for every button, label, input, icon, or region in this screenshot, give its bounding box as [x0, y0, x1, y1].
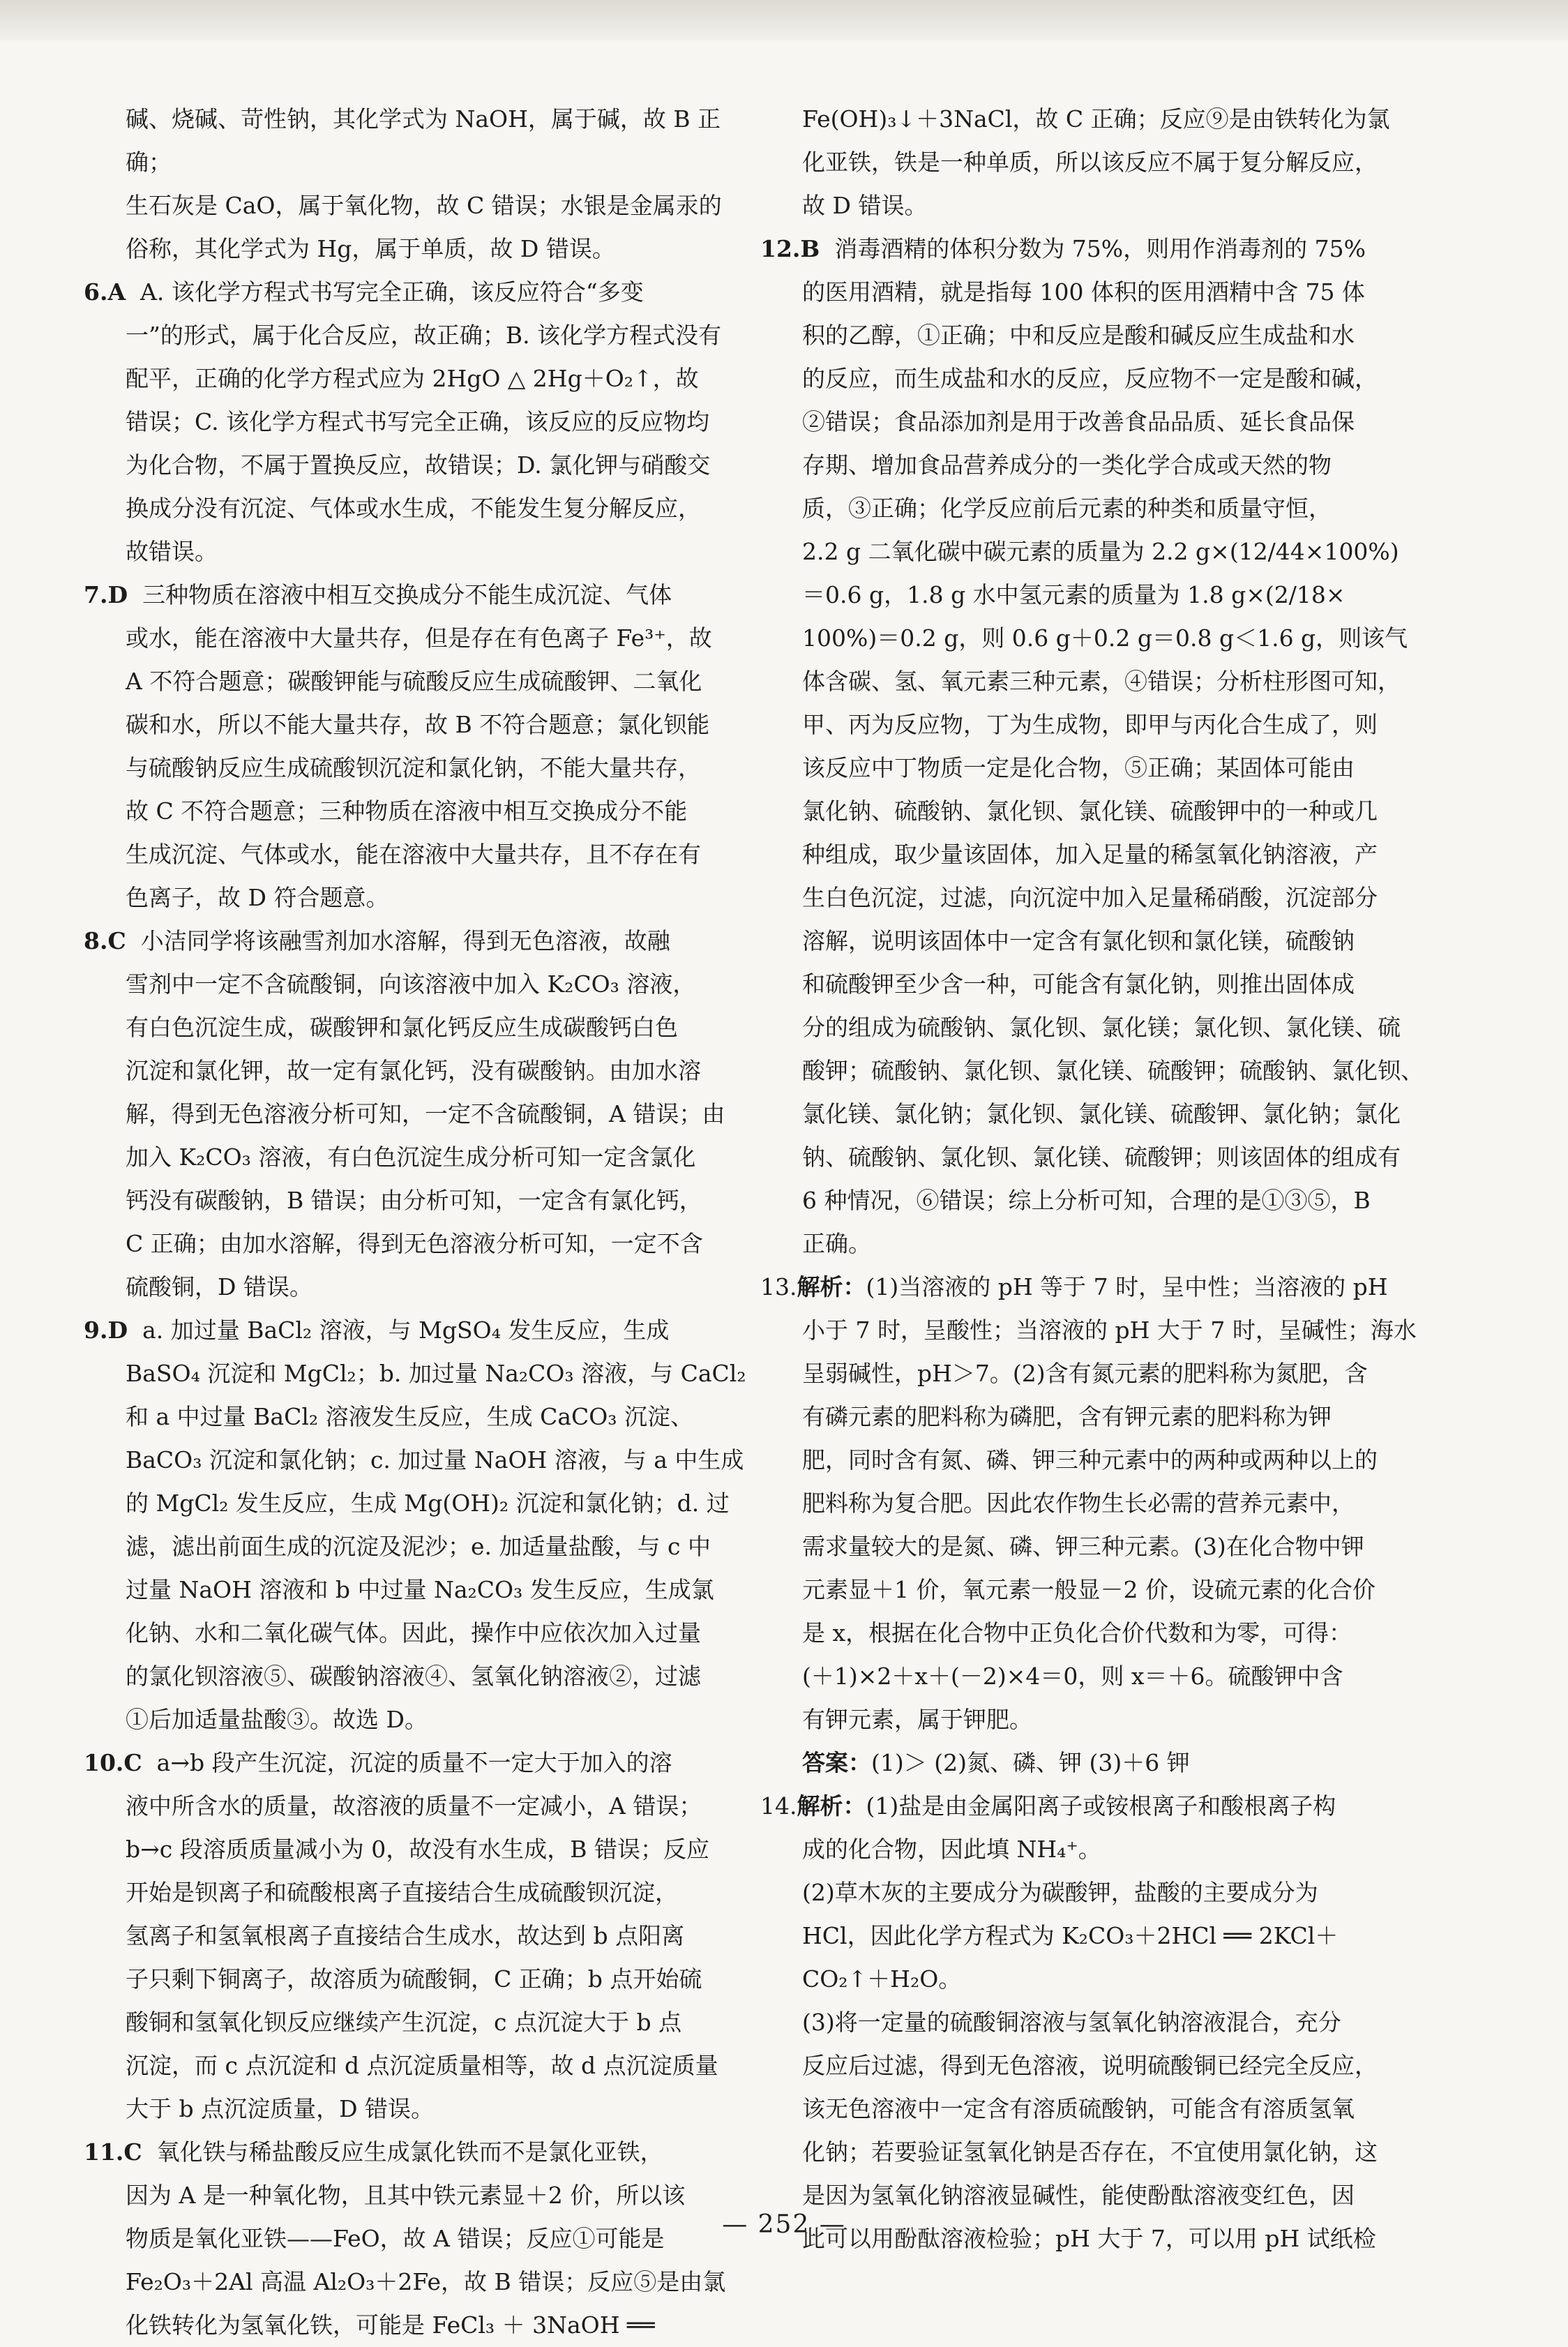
text-line: 消毒酒精的体积分数为 75%，则用作消毒剂的 75% [834, 235, 1366, 262]
answer-choice: B [800, 235, 820, 262]
text-line: 酸钾；硫酸钠、氯化钡、氯化镁、硫酸钾；硫酸钠、氯化钡、 [802, 1057, 1424, 1084]
text-line: A. 该化学方程式书写完全正确，该反应符合“多变 [140, 278, 644, 306]
text-line: 体含碳、氢、氧元素三种元素，④错误；分析柱形图可知， [802, 668, 1401, 695]
text-line: 元素显＋1 价，氧元素一般显－2 价，设硫元素的化合价 [802, 1576, 1375, 1603]
text-line: 小于 7 时，呈酸性；当溶液的 pH 大于 7 时，呈碱性；海水 [802, 1317, 1417, 1344]
q11-continuation [760, 98, 1430, 227]
question-6 [84, 271, 753, 573]
text-line: 物质是氧化亚铁——FeO，故 A 错误；反应①可能是 [126, 2225, 665, 2252]
answer-choice: D [107, 581, 128, 608]
text-line: 有磷元素的肥料称为磷肥，含有钾元素的肥料称为钾 [802, 1403, 1332, 1430]
text-line: 化亚铁，铁是一种单质，所以该反应不属于复分解反应， [802, 149, 1378, 176]
question-9 [84, 1309, 753, 1741]
text-line: 配平，正确的化学方程式应为 2HgO △ 2Hg＋O₂↑，故 [126, 365, 699, 392]
answer-line [802, 1741, 1430, 1785]
text-line: 积的乙醇，①正确；中和反应是酸和碱反应生成盐和水 [802, 322, 1355, 349]
text-line: 的 MgCl₂ 发生反应，生成 Mg(OH)₂ 沉淀和氯化钠；d. 过 [126, 1490, 730, 1517]
text-line: 此可以用酚酞溶液检验；pH 大于 7，可以用 pH 试纸检 [802, 2225, 1376, 2252]
text-line: 氧化铁与稀盐酸反应生成氯化铁而不是氯化亚铁， [156, 2138, 663, 2166]
question-14 [760, 1785, 1430, 2260]
text-line: 肥料称为复合肥。因此农作物生长必需的营养元素中， [802, 1490, 1355, 1517]
text-line: 钠、硫酸钠、氯化钡、氯化镁、硫酸钾；则该固体的组成有 [802, 1143, 1401, 1171]
question-number: 12. [760, 235, 801, 262]
text-line: 反应后过滤，得到无色溶液，说明硫酸铜已经完全反应， [802, 2052, 1378, 2079]
question-8 [84, 920, 753, 1309]
answer-choice: C [123, 1749, 142, 1776]
text-line: ①后加适量盐酸③。故选 D。 [126, 1706, 428, 1733]
text-line: 生石灰是 CaO，属于氧化物，故 C 错误；水银是金属汞的 [126, 192, 722, 219]
text-line: 溶解，说明该固体中一定含有氯化钡和氯化镁，硫酸钠 [802, 927, 1355, 954]
text-line: 的医用酒精，就是指每 100 体积的医用酒精中含 75 体 [802, 278, 1365, 306]
text-line: 正确。 [802, 1230, 871, 1257]
text-line: (＋1)×2＋x＋(－2)×4＝0，则 x＝＋6。硫酸钾中含 [802, 1663, 1343, 1690]
text-line: 呈弱碱性，pH＞7。(2)含有氮元素的肥料称为氮肥，含 [802, 1360, 1368, 1387]
text-line: 解，得到无色溶液分析可知，一定不含硫酸铜，A 错误；由 [126, 1100, 725, 1127]
text-line: 氢离子和氢氧根离子直接结合生成水，故达到 b 点阳离 [126, 1922, 685, 1949]
text-line: 需求量较大的是氮、磷、钾三种元素。(3)在化合物中钾 [802, 1533, 1364, 1560]
text-line: 雪剂中一定不含硫酸铜，向该溶液中加入 K₂CO₃ 溶液， [126, 970, 696, 998]
text-line: ＝0.6 g，1.8 g 水中氢元素的质量为 1.8 g×(2/18× [802, 581, 1345, 608]
text-line: BaCO₃ 沉淀和氯化钠；c. 加过量 NaOH 溶液，与 a 中生成 [126, 1446, 744, 1474]
text-line: 小洁同学将该融雪剂加水溶解，得到无色溶液，故融 [140, 927, 670, 954]
text-line: 的反应，而生成盐和水的反应，反应物不一定是酸和碱， [802, 365, 1378, 392]
text-line: (1)当溶液的 pH 等于 7 时，呈中性；当溶液的 pH [866, 1273, 1388, 1300]
answer-label: 答案： [802, 1749, 871, 1776]
question-13 [760, 1266, 1430, 1785]
text-line: 是 x，根据在化合物中正负化合价代数和为零，可得： [802, 1619, 1352, 1647]
text-line: Fe(OH)₃↓＋3NaCl，故 C 正确；反应⑨是由铁转化为氯 [802, 105, 1390, 133]
text-line: 氯化钠、硫酸钠、氯化钡、氯化镁、硫酸钾中的一种或几 [802, 797, 1378, 825]
text-line: 俗称，其化学式为 Hg，属于单质，故 D 错误。 [126, 235, 615, 262]
text-line: 化钠；若要验证氢氧化钠是否存在，不宜使用氯化钠，这 [802, 2138, 1378, 2166]
text-line: 故错误。 [126, 538, 218, 565]
question-number: 14. [760, 1792, 797, 1820]
text-line: 100%)＝0.2 g，则 0.6 g＋0.2 g＝0.8 g＜1.6 g，则该气 [802, 624, 1408, 652]
text-line: 碱、烧碱、苛性钠，其化学式为 NaOH，属于碱，故 B 正确； [126, 105, 721, 176]
page-number: — 252 — [722, 2210, 846, 2239]
text-line: 质，③正确；化学反应前后元素的种类和质量守恒， [802, 495, 1332, 522]
question-number: 11. [84, 2138, 124, 2166]
text-line: 有钾元素，属于钾肥。 [802, 1706, 1032, 1733]
text-line: 故 C 不符合题意；三种物质在溶液中相互交换成分不能 [126, 797, 688, 825]
text-line: 过量 NaOH 溶液和 b 中过量 Na₂CO₃ 发生反应，生成氯 [126, 1576, 714, 1603]
text-line: C 正确；由加水溶解，得到无色溶液分析可知，一定不含 [126, 1230, 703, 1257]
text-line: 三种物质在溶液中相互交换成分不能生成沉淀、气体 [142, 581, 672, 608]
scan-top-edge [0, 0, 1568, 40]
analysis-label: 解析： [797, 1792, 866, 1820]
question-number: 13. [760, 1273, 797, 1300]
text-line: A 不符合题意；碳酸钾能与硫酸反应生成硫酸钾、二氧化 [126, 668, 702, 695]
answer-choice: C [123, 2138, 142, 2166]
question-7 [84, 573, 753, 920]
text-line: 2.2 g 二氧化碳中碳元素的质量为 2.2 g×(12/44×100%) [802, 538, 1399, 565]
text-line: b→c 段溶质质量减小为 0，故没有水生成，B 错误；反应 [126, 1836, 709, 1863]
text-line: 开始是钡离子和硫酸根离子直接结合生成硫酸钡沉淀， [126, 1879, 678, 1906]
text-line: 子只剩下铜离子，故溶质为硫酸铜，C 正确；b 点开始硫 [126, 1965, 702, 1993]
answer-text: (1)＞ (2)氮、磷、钾 (3)＋6 钾 [871, 1749, 1190, 1776]
question-number: 7. [84, 581, 108, 608]
text-line: 加入 K₂CO₃ 溶液，有白色沉淀生成分析可知一定含氯化 [126, 1143, 696, 1171]
text-line: 因为 A 是一种氧化物，且其中铁元素显＋2 价，所以该 [126, 2182, 686, 2209]
text-line: 色离子，故 D 符合题意。 [126, 884, 389, 911]
text-line: 故 D 错误。 [802, 192, 928, 219]
text-line: CO₂↑＋H₂O。 [802, 1965, 962, 1993]
text-line: 为化合物，不属于置换反应，故错误；D. 氯化钾与硝酸交 [126, 451, 711, 479]
question-number: 10. [84, 1749, 124, 1776]
text-line: 酸铜和氢氧化钡反应继续产生沉淀，c 点沉淀大于 b 点 [126, 2009, 682, 2036]
text-line: Fe₂O₃＋2Al 高温 Al₂O₃＋2Fe，故 B 错误；反应⑤是由氯 [126, 2268, 726, 2295]
question-10 [84, 1741, 753, 2131]
analysis-label: 解析： [797, 1273, 866, 1300]
q5-continuation [84, 98, 753, 271]
text-line: BaSO₄ 沉淀和 MgCl₂；b. 加过量 Na₂CO₃ 溶液，与 CaCl₂ [126, 1360, 746, 1387]
text-line: 错误；C. 该化学方程式书写完全正确，该反应的反应物均 [126, 408, 710, 435]
left-column [84, 98, 753, 2347]
text-line: 一”的形式，属于化合反应，故正确；B. 该化学方程式没有 [126, 322, 722, 349]
text-line: 是因为氢氧化钠溶液显碱性，能使酚酞溶液变红色，因 [802, 2182, 1355, 2209]
text-line: 氯化镁、氯化钠；氯化钡、氯化镁、硫酸钾、氯化钠；氯化 [802, 1100, 1401, 1127]
text-line: a→b 段产生沉淀，沉淀的质量不一定大于加入的溶 [156, 1749, 672, 1776]
text-line: a. 加过量 BaCl₂ 溶液，与 MgSO₄ 发生反应，生成 [142, 1317, 670, 1344]
text-line: (2)草木灰的主要成分为碳酸钾，盐酸的主要成分为 [802, 1879, 1318, 1906]
right-column [760, 98, 1430, 2260]
text-line: 沉淀，而 c 点沉淀和 d 点沉淀质量相等，故 d 点沉淀质量 [126, 2052, 718, 2079]
question-number: 6. [84, 278, 108, 306]
text-line: 6 种情况，⑥错误；综上分析可知，合理的是①③⑤，B [802, 1187, 1371, 1214]
text-line: ②错误；食品添加剂是用于改善食品品质、延长食品保 [802, 408, 1355, 435]
text-line: 该无色溶液中一定含有溶质硫酸钠，可能含有溶质氢氧 [802, 2095, 1355, 2122]
question-number: 8. [84, 927, 108, 954]
text-line: 化钠、水和二氧化碳气体。因此，操作中应依次加入过量 [126, 1619, 701, 1647]
text-line: 该反应中丁物质一定是化合物，⑤正确；某固体可能由 [802, 754, 1355, 781]
text-line: 大于 b 点沉淀质量，D 错误。 [126, 2095, 435, 2122]
text-line: 种组成，取少量该固体，加入足量的稀氢氧化钠溶液，产 [802, 841, 1378, 868]
text-line: 液中所含水的质量，故溶液的质量不一定减小，A 错误； [126, 1792, 702, 1820]
text-line: (1)盐是由金属阳离子或铵根离子和酸根离子构 [866, 1792, 1336, 1820]
text-line: HCl，因此化学方程式为 K₂CO₃＋2HCl ══ 2KCl＋ [802, 1922, 1339, 1949]
question-12 [760, 227, 1430, 1266]
question-11 [84, 2131, 753, 2347]
text-line: 生白色沉淀，过滤，向沉淀中加入足量稀硝酸，沉淀部分 [802, 884, 1378, 911]
question-number: 9. [84, 1317, 108, 1344]
text-line: 成的化合物，因此填 NH₄⁺。 [802, 1836, 1101, 1863]
text-line: 或水，能在溶液中大量共存，但是存在有色离子 Fe³⁺，故 [126, 624, 712, 652]
text-line: 钙没有碳酸钠，B 错误；由分析可知，一定含有氯化钙， [126, 1187, 702, 1214]
text-line: 化铁转化为氢氧化铁，可能是 FeCl₃ ＋ 3NaOH ══ [126, 2311, 655, 2339]
text-line: 存期、增加食品营养成分的一类化学合成或天然的物 [802, 451, 1332, 479]
text-line: 滤，滤出前面生成的沉淀及泥沙；e. 加适量盐酸，与 c 中 [126, 1533, 711, 1560]
text-line: 与硫酸钠反应生成硫酸钡沉淀和氯化钠，不能大量共存， [126, 754, 701, 781]
text-line: 沉淀和氯化钾，故一定有氯化钙，没有碳酸钠。由加水溶 [126, 1057, 701, 1084]
text-line: 生成沉淀、气体或水，能在溶液中大量共存，且不存在有 [126, 841, 701, 868]
text-line: 换成分没有沉淀、气体或水生成，不能发生复分解反应， [126, 495, 701, 522]
answer-choice: C [107, 927, 126, 954]
text-line: 碳和水，所以不能大量共存，故 B 不符合题意；氯化钡能 [126, 711, 710, 738]
text-line: 甲、丙为反应物，丁为生成物，即甲与丙化合生成了，则 [802, 711, 1378, 738]
text-line: 的氯化钡溶液⑤、碳酸钠溶液④、氢氧化钠溶液②，过滤 [126, 1663, 701, 1690]
text-line: 有白色沉淀生成，碳酸钾和氯化钙反应生成碳酸钙白色 [126, 1014, 678, 1041]
text-line: 和硫酸钾至少含一种，可能含有氯化钠，则推出固体成 [802, 970, 1355, 998]
text-line: 分的组成为硫酸钠、氯化钡、氯化镁；氯化钡、氯化镁、硫 [802, 1014, 1401, 1041]
text-line: 硫酸铜，D 错误。 [126, 1273, 312, 1300]
answer-choice: D [107, 1317, 128, 1344]
text-line: 肥，同时含有氮、磷、钾三种元素中的两种或两种以上的 [802, 1446, 1378, 1474]
answer-choice: A [107, 278, 126, 306]
text-line: 和 a 中过量 BaCl₂ 溶液发生反应，生成 CaCO₃ 沉淀、 [126, 1403, 694, 1430]
text-line: (3)将一定量的硫酸铜溶液与氢氧化钠溶液混合，充分 [802, 2009, 1341, 2036]
